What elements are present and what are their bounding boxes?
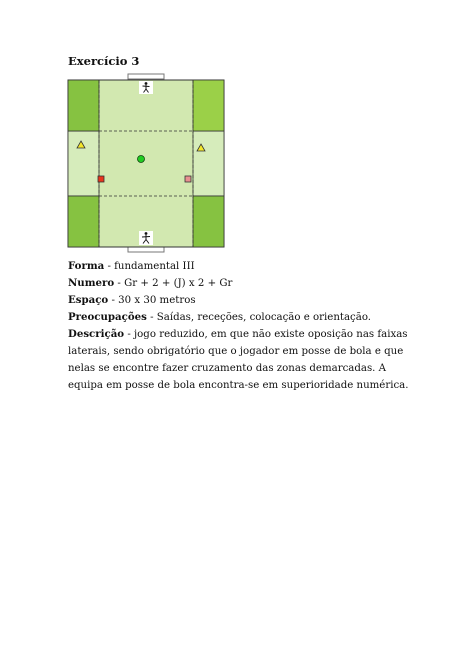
corner-top-right: [193, 80, 224, 131]
left-lane-middle: [68, 131, 99, 196]
numero-label: Numero: [68, 277, 115, 289]
training-field-diagram: [66, 73, 226, 257]
espaco-label: Espaço: [68, 294, 109, 306]
preocupacoes-label: Preocupações: [68, 311, 147, 323]
numero-value: - Gr + 2 + (J) x 2 + Gr: [114, 278, 233, 289]
preocupacoes-line: [68, 309, 413, 326]
descricao-line: [68, 326, 413, 394]
corner-bottom-left: [68, 196, 99, 247]
exercise-description-block: [68, 258, 413, 394]
field-svg: [66, 73, 226, 253]
numero-line: [68, 275, 413, 292]
preocupacoes-value: - Saídas, receções, colocação e orientação.: [146, 312, 372, 323]
descricao-value: - jogo reduzido, em que não existe oposição nas faixas laterais, sendo obrigatório que o jogador em posse de bola e que nelas se encontre fazer cruzamento das zonas demarcadas. A equipa em posse de bola encontra-se em superioridade numérica.: [68, 329, 409, 391]
goalkeeper-top-icon: [139, 81, 153, 94]
corner-bottom-right: [193, 196, 224, 247]
espaco-line: [68, 292, 413, 309]
bottom-goal: [128, 247, 164, 252]
forma-label: Forma: [68, 260, 105, 272]
ball-icon: [138, 156, 145, 163]
forma-value: - fundamental III: [104, 261, 195, 272]
espaco-value: - 30 x 30 metros: [108, 295, 196, 306]
defender-square-icon: [185, 176, 191, 182]
top-goal: [128, 74, 164, 79]
goalkeeper-bottom-icon: [139, 231, 153, 245]
forma-line: [68, 258, 413, 275]
exercise-title: Exercício 3: [68, 54, 140, 68]
descricao-label: Descrição: [68, 328, 125, 340]
right-lane-middle: [193, 131, 224, 196]
corner-top-left: [68, 80, 99, 131]
defender-square-icon: [98, 176, 104, 182]
